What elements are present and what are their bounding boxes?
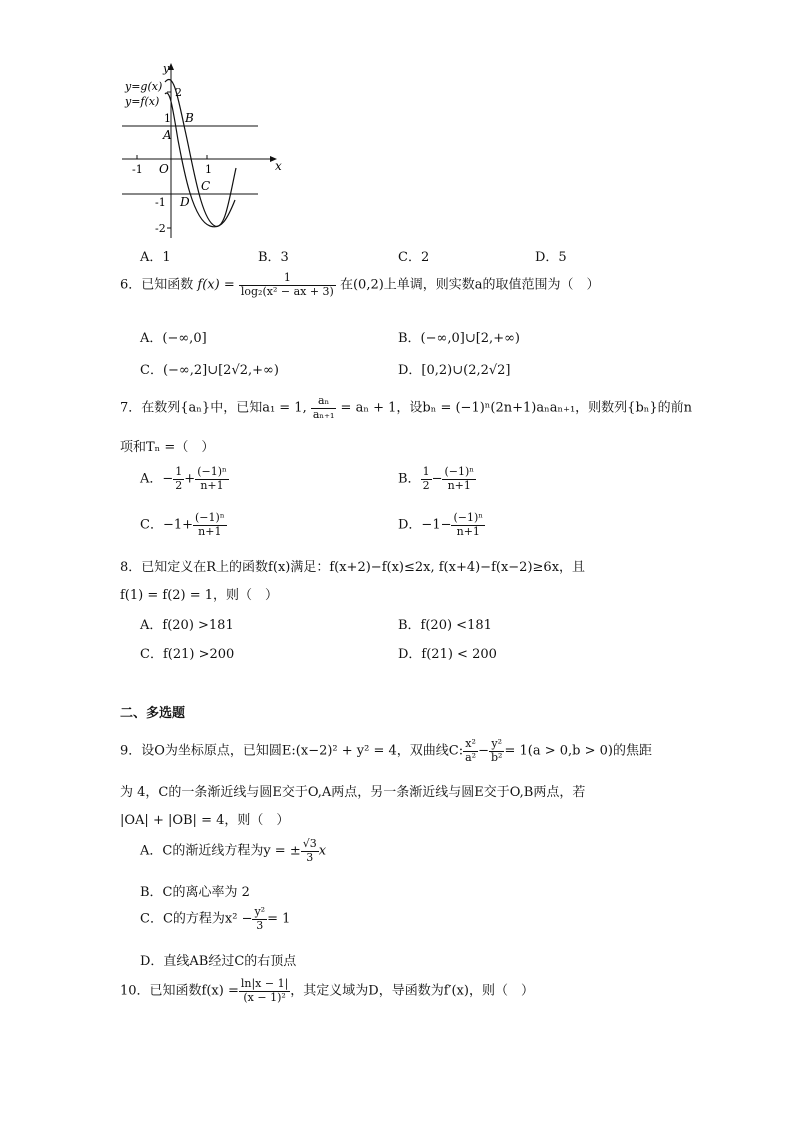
q7-option-b[interactable]: B． $\frac{1}{2}$ − $\frac{\text{(−1)ⁿ}}{n+1}$	[398, 465, 475, 492]
section-heading-multi-choice: 二、多选题	[120, 706, 186, 721]
q9-option-b[interactable]: B．C的离心率为 2	[140, 885, 250, 900]
point-d-label: D	[180, 195, 190, 209]
q6-option-a[interactable]: A．(−∞,0]	[140, 331, 207, 346]
function-graph	[115, 60, 290, 240]
q7-option-a[interactable]: A．− $\frac{1}{2}$ + $\frac{\text{(−1)ⁿ}}{n+1}$	[140, 465, 227, 492]
q8-stem-line2: f(1) = f(2) = 1，则（ ）	[120, 588, 279, 603]
q6-fx: f(x) =	[197, 277, 235, 293]
label-g: y=g(x)	[125, 80, 163, 93]
q10-stem: 10．已知函数f(x) = $\frac{\ln|x - 1|}{\text{(x − 1)²}}$ ，其定义域为D，导函数为f′(x)，则（ ）	[120, 977, 534, 1004]
q9-stem-line3: |OA| + |OB| = 4，则（ ）	[120, 813, 290, 828]
tick-1-x: 1	[205, 163, 212, 176]
point-a-label: A	[163, 128, 172, 142]
label-y: y	[163, 62, 170, 75]
q5-option-c[interactable]: C．2	[398, 250, 430, 265]
q8-option-b[interactable]: B．f(20) <181	[398, 618, 492, 633]
q7-stem: 7．在数列{aₙ}中，已知a₁ = 1, $\frac{\text{aₙ}}{\text{aₙ₊₁}}$ = aₙ + 1，设bₙ = (−1)ⁿ(2n+1)aₙaₙ₊₁，则数列{bₙ}的前n	[120, 394, 693, 421]
q7-option-c[interactable]: C．−1+ $\frac{\text{(−1)ⁿ}}{n+1}$	[140, 511, 225, 538]
curve-f	[165, 93, 235, 227]
q6-option-b[interactable]: B．(−∞,0]∪[2,+∞)	[398, 331, 520, 346]
q6-tail: 在(0,2)上单调，则实数a的取值范围为（ ）	[339, 277, 600, 293]
q5-option-a[interactable]: A．1	[140, 250, 171, 265]
q6-option-d[interactable]: D．[0,2)∪(2,2√2]	[398, 363, 511, 378]
q9-stem-line2: 为 4，C的一条渐近线与圆E交于O,A两点，另一条渐近线与圆E交于O,B两点，若	[120, 785, 586, 800]
q6-lead: 6．已知函数	[120, 277, 194, 293]
tick-2: 2	[175, 86, 182, 99]
origin-label: O	[159, 162, 169, 176]
q6-option-c[interactable]: C．(−∞,2]∪[2√2,+∞)	[140, 363, 279, 378]
label-f: y=f(x)	[125, 95, 160, 108]
q7-stem-line2: 项和Tₙ =（ ）	[120, 440, 215, 455]
curve-g	[165, 79, 236, 226]
label-x: x	[275, 159, 282, 173]
q6-fraction: $\frac{1}{\text{log₂(x² − ax + 3)}}$	[240, 271, 334, 298]
tick-minus1-x: -1	[132, 163, 143, 176]
q8-option-d[interactable]: D．f(21) < 200	[398, 647, 497, 662]
q8-stem: 8．已知定义在R上的函数f(x)满足：f(x+2)−f(x)≤2x, f(x+4)−f(x−2)≥6x，且	[120, 560, 586, 575]
tick-1: 1	[164, 112, 171, 125]
q9-option-a[interactable]: A．C的渐近线方程为y = ± $\frac{√3}{3}$ x	[140, 837, 327, 864]
q6-stem	[120, 272, 600, 298]
q8-option-c[interactable]: C．f(21) >200	[140, 647, 235, 662]
tick-minus1-y: -1	[155, 196, 166, 209]
q9-option-c[interactable]: C．C的方程为x² − $\frac{\text{y²}}{3}$ = 1	[140, 905, 291, 932]
point-c-label: C	[201, 179, 211, 193]
q9-option-d[interactable]: D．直线AB经过C的右顶点	[140, 954, 297, 969]
q5-option-d[interactable]: D．5	[535, 250, 567, 265]
q7-option-d[interactable]: D．−1− $\frac{\text{(−1)ⁿ}}{n+1}$	[398, 511, 484, 538]
point-b-label: B	[185, 111, 194, 125]
q8-option-a[interactable]: A．f(20) >181	[140, 618, 234, 633]
q5-option-b[interactable]: B．3	[258, 250, 289, 265]
tick-minus2: -2	[155, 222, 166, 235]
q9-stem: 9．设O为坐标原点，已知圆E:(x−2)² + y² = 4，双曲线C: $\frac{\text{x²}}{\text{a²}}$ − $\frac{\text{y²}}{\text{b²}}$ = 1(a > 0,b > 0)的焦距	[120, 737, 652, 764]
